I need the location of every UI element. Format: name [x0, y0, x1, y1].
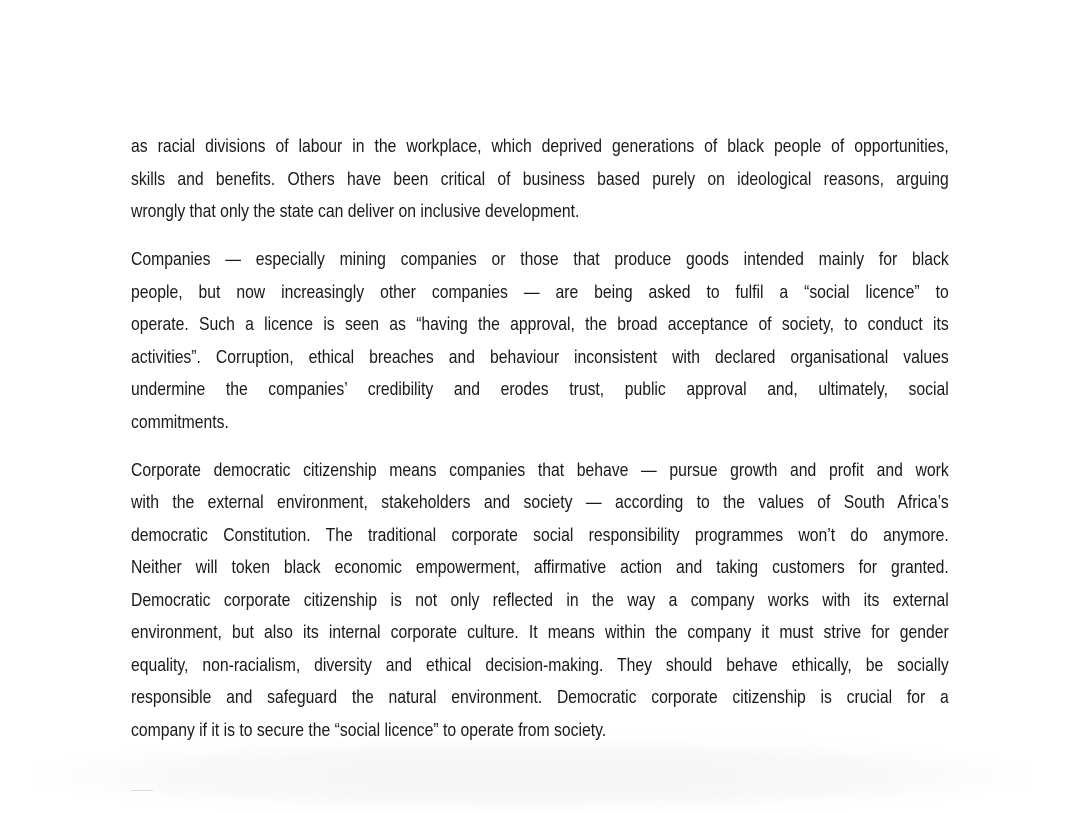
- text-line: wrongly that only the state can deliver on inclusive development.: [131, 200, 580, 221]
- text-line: equality, non-racialism, diversity and ethical decision-making. They should behave ethically, be socially: [131, 653, 949, 675]
- text-line: Corporate democratic citizenship means companies that behave — pursue growth and profit and work: [131, 458, 949, 480]
- text-line: Democratic corporate citizenship is not only reflected in the way a company works with its external: [131, 588, 949, 610]
- text-line: with the external environment, stakeholders and society — according to the values of South Africa’s: [131, 491, 949, 512]
- paragraph: [131, 130, 949, 228]
- paragraph: [131, 454, 949, 747]
- text-line: company if it is to secure the “social licence” to operate from society.: [131, 718, 607, 740]
- paragraph: [131, 243, 949, 438]
- text-line: people, but now increasingly other companies — are being asked to fulfil a “social licence” to: [131, 280, 949, 302]
- text-line: responsible and safeguard the natural environment. Democratic corporate citizenship is crucial for a: [131, 686, 949, 707]
- text-line: Companies — especially mining companies or those that produce goods intended mainly for black: [131, 248, 949, 269]
- text-line: undermine the companies’ credibility and erodes trust, public approval and, ultimately, social: [131, 378, 949, 399]
- text-line: democratic Constitution. The traditional corporate social responsibility programmes won’t do anymore.: [131, 523, 949, 545]
- text-line: environment, but also its internal corporate culture. It means within the company it must strive for gender: [131, 621, 949, 642]
- document-body: [131, 130, 949, 762]
- text-line: activities”. Corruption, ethical breaches and behaviour inconsistent with declared organisational values: [131, 345, 949, 367]
- text-line: Neither will token black economic empowerment, affirmative action and taking customers for granted.: [131, 556, 949, 577]
- text-line: as racial divisions of labour in the workplace, which deprived generations of black people of opportunities,: [131, 135, 949, 156]
- text-line: commitments.: [131, 410, 229, 432]
- footer-rule: [131, 790, 153, 791]
- text-line: skills and benefits. Others have been critical of business based purely on ideological reasons, arguing: [131, 167, 949, 189]
- text-line: operate. Such a licence is seen as “having the approval, the broad acceptance of society, to conduct its: [131, 313, 949, 334]
